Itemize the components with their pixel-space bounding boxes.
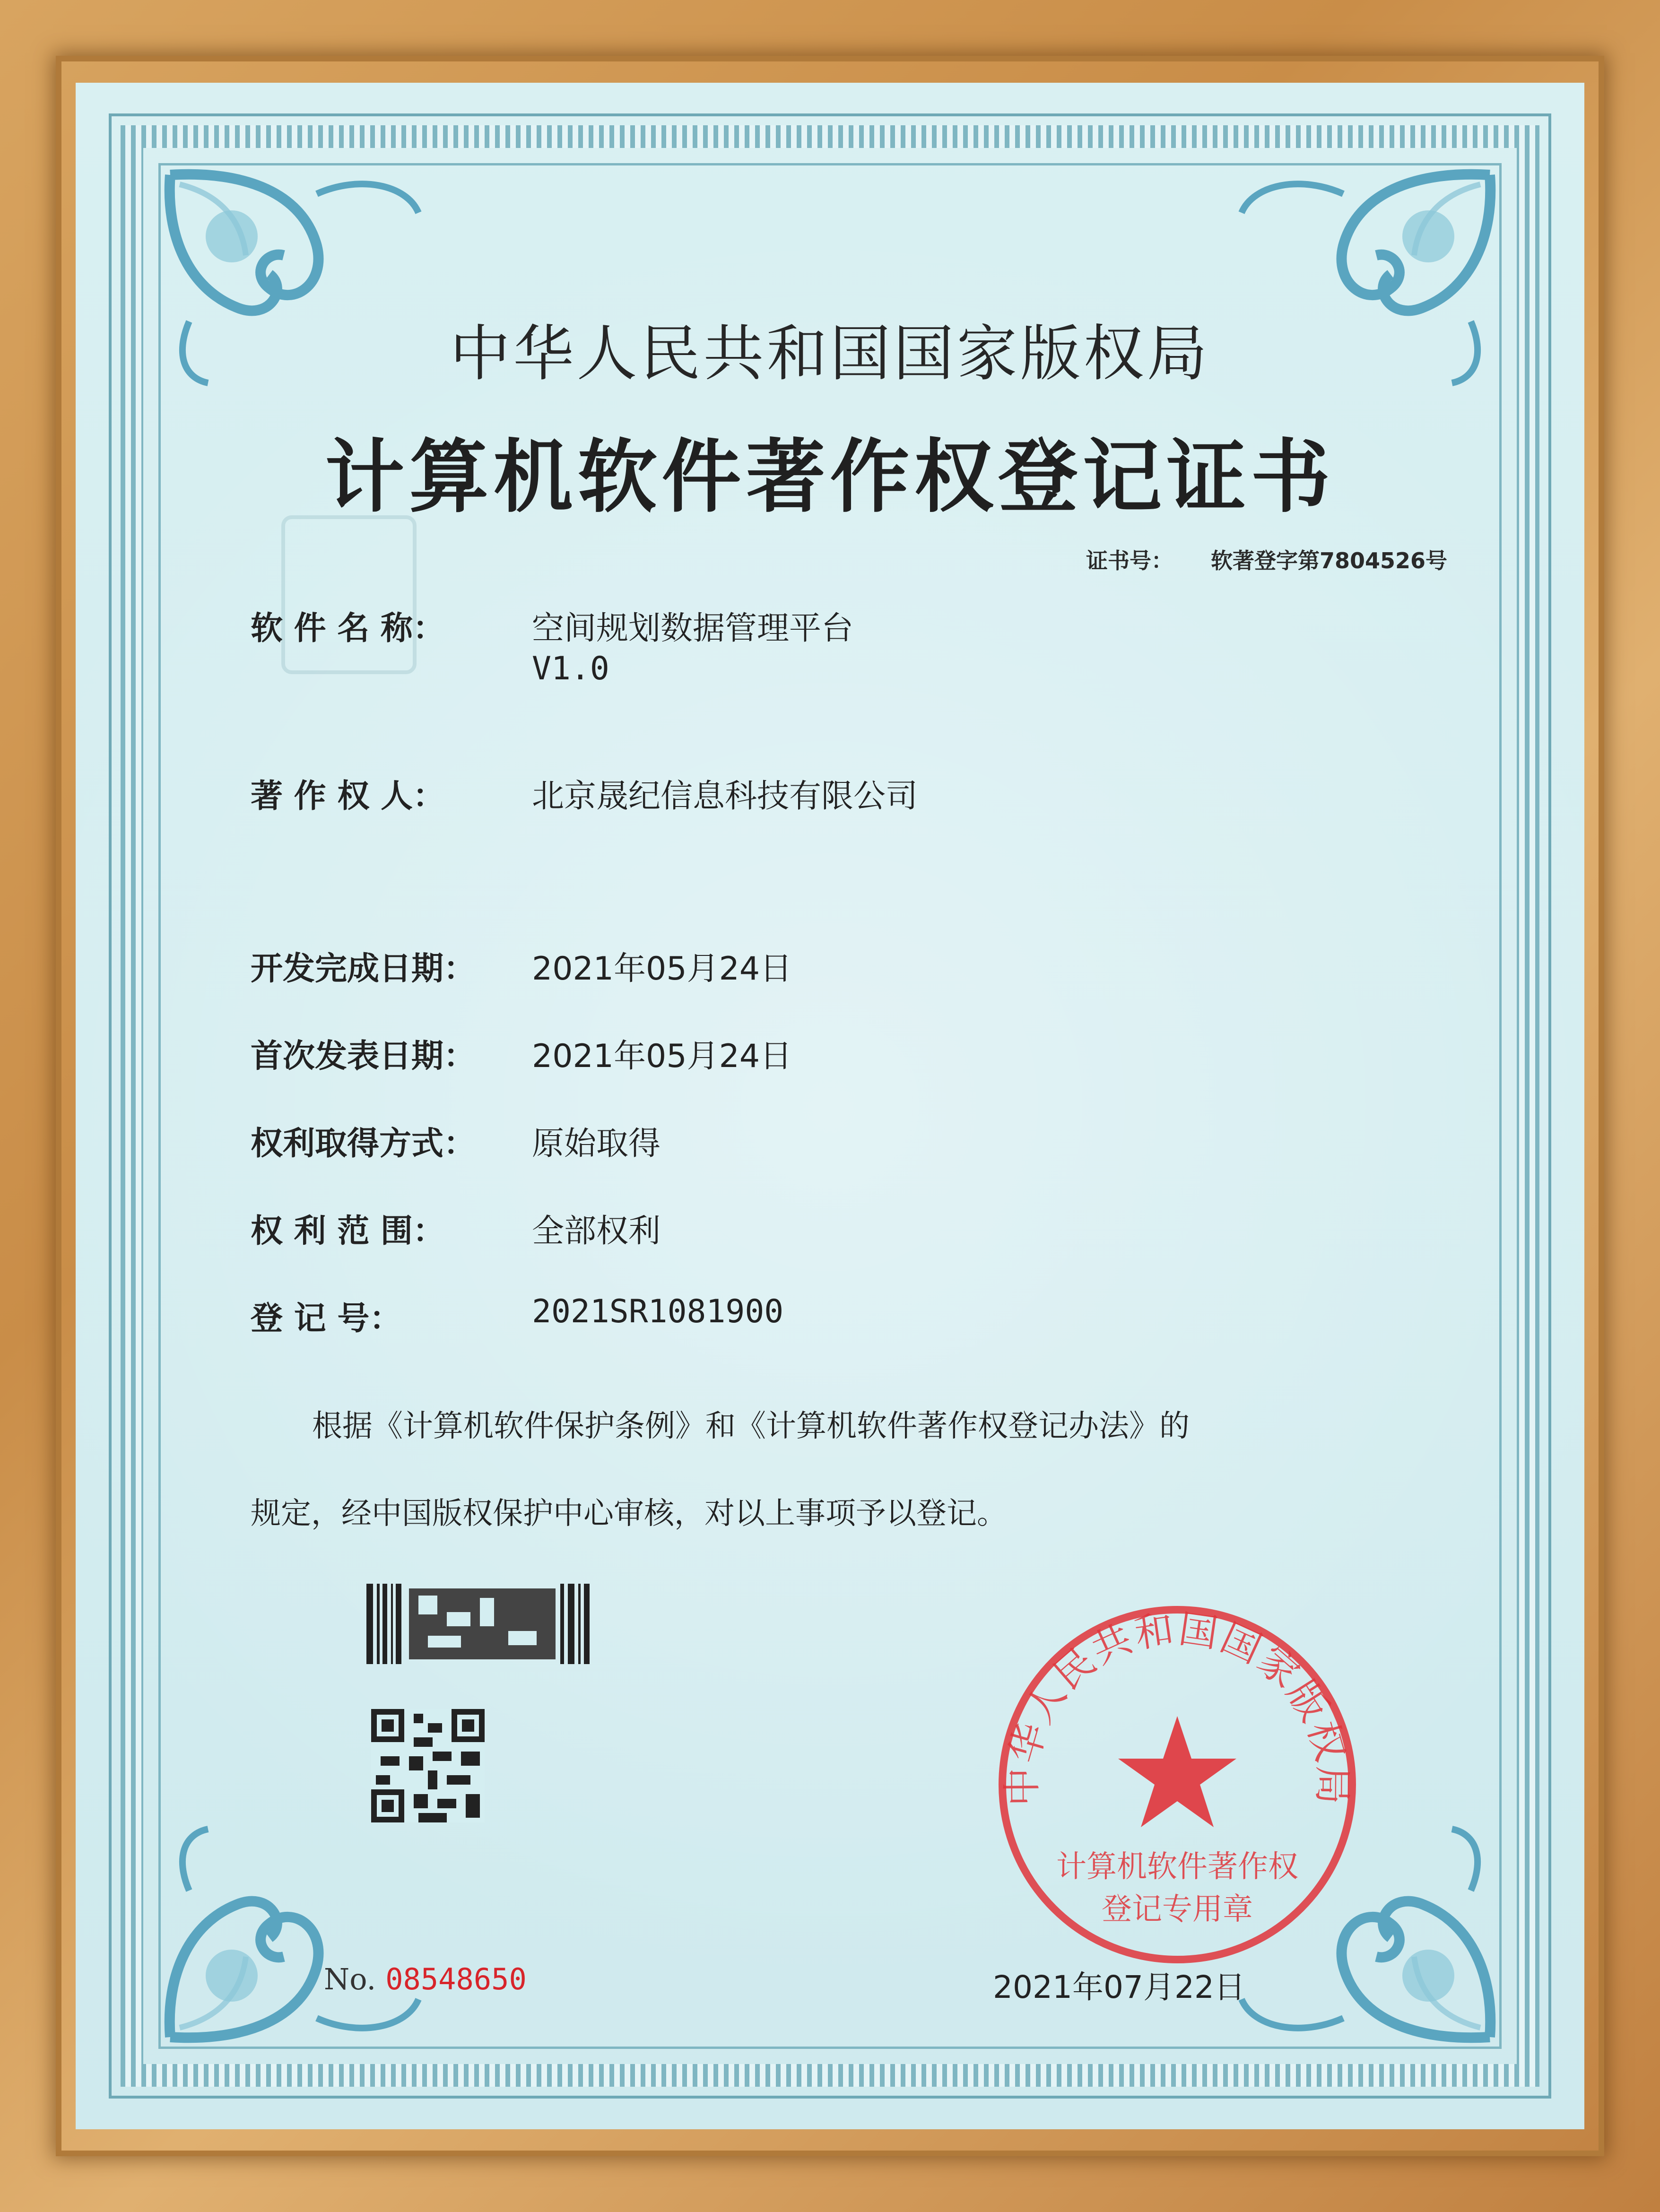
statement-line-1: 根据《计算机软件保护条例》和《计算机软件著作权登记办法》的 xyxy=(312,1409,1190,1444)
field-value: 2021SR1081900 xyxy=(532,1293,784,1330)
certificate-number xyxy=(1086,544,1447,575)
watermark-emblem xyxy=(281,515,417,674)
issuing-authority: 中华人民共和国国家版权局 xyxy=(450,319,1210,389)
statement-line-2: 规定，经中国版权保护中心审核，对以上事项予以登记。 xyxy=(251,1496,1007,1531)
official-red-seal xyxy=(981,1588,1373,1981)
seal-inner-line-1: 计算机软件著作权 xyxy=(1056,1849,1298,1884)
serial-prefix: No. xyxy=(324,1962,376,1996)
field-value: 北京晟纪信息科技有限公司 xyxy=(532,778,918,815)
field-label: 首次发表日期： xyxy=(251,1038,476,1075)
certificate-number-label: 证书号： xyxy=(1086,548,1173,573)
field-label: 登 记 号： xyxy=(251,1300,402,1337)
field-label: 软 件 名 称： xyxy=(251,610,445,647)
barcode xyxy=(366,1584,591,1664)
qr-code xyxy=(371,1709,485,1822)
field-value: 2021年05月24日 xyxy=(532,1038,792,1075)
field-label: 权利取得方式： xyxy=(251,1125,476,1162)
field-value: 空间规划数据管理平台 xyxy=(532,610,854,647)
issue-date: 2021年07月22日 xyxy=(993,1969,1245,2005)
seal-outer-text: 中华人民共和国国家版权局 xyxy=(999,1606,1355,1807)
serial-number xyxy=(324,1962,527,1996)
certificate-number-value: 软著登字第7804526号 xyxy=(1210,548,1447,573)
field-value-version: V1.0 xyxy=(532,650,609,687)
field-label: 著 作 权 人： xyxy=(251,778,445,815)
certificate-paper xyxy=(76,83,1584,2129)
field-label: 开发完成日期： xyxy=(251,950,476,988)
field-value: 全部权利 xyxy=(532,1213,661,1250)
field-label: 权 利 范 围： xyxy=(251,1213,445,1250)
seal-inner-line-2: 登记专用章 xyxy=(1102,1892,1253,1927)
corner-ornament-bottom-left xyxy=(161,1824,426,2047)
field-value: 2021年05月24日 xyxy=(532,950,792,988)
certificate-title: 计算机软件著作权登记证书 xyxy=(325,430,1335,523)
serial-number-value: 08548650 xyxy=(385,1962,527,1996)
field-value: 原始取得 xyxy=(532,1125,661,1162)
